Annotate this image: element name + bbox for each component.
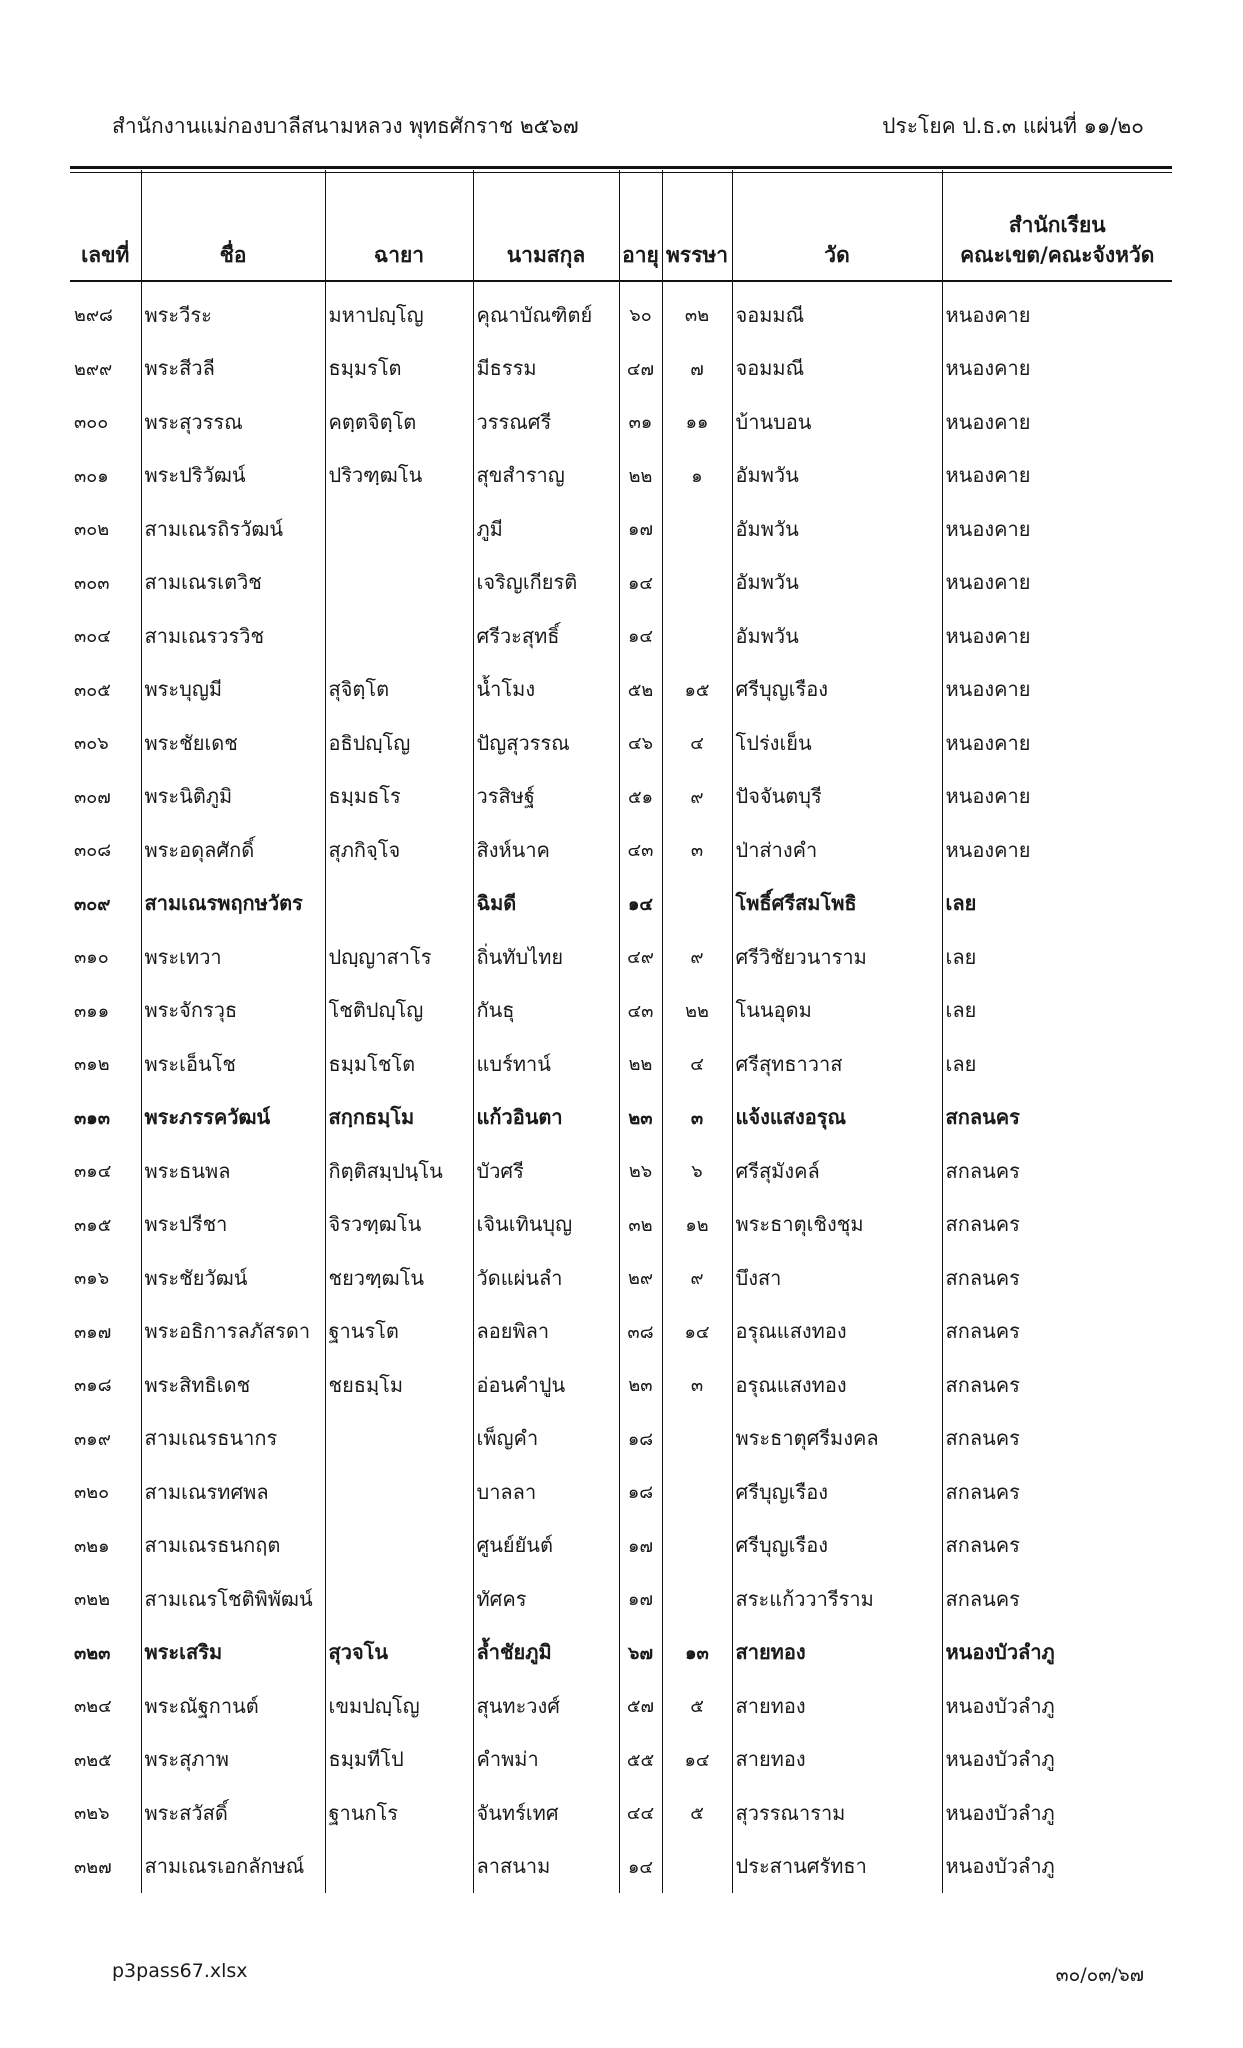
- col-header-school-line2: คณะเขต/คณะจังหวัด: [960, 243, 1155, 267]
- cell-age: ๑๘: [619, 1465, 662, 1519]
- cell-no: ๓๑๑: [70, 984, 141, 1038]
- cell-surname: ศูนย์ยันต์: [473, 1519, 619, 1573]
- cell-name: สามเณรพฤกษวัตร: [141, 877, 325, 931]
- cell-vassa: [662, 1572, 732, 1626]
- cell-wat: ศรีสุมังคล์: [732, 1144, 942, 1198]
- cell-wat: ประสานศรัทธา: [732, 1840, 942, 1894]
- cell-name: พระเอ็นโช: [141, 1037, 325, 1091]
- cell-no: ๓๐๒: [70, 502, 141, 556]
- table-row: [70, 1251, 1172, 1305]
- col-header-age: อายุ: [619, 170, 662, 281]
- header-office-year: สำนักงานแม่กองบาลีสนามหลวง พุทธศักราช ๒๕๖๗: [112, 114, 579, 138]
- cell-wat: อัมพวัน: [732, 556, 942, 610]
- cell-chaya: [325, 877, 473, 931]
- cell-age: ๕๗: [619, 1679, 662, 1733]
- cell-school: หนองคาย: [945, 302, 1031, 327]
- cell-no: ๓๑๐: [70, 930, 141, 984]
- cell-no: ๓๒๗: [70, 1840, 141, 1894]
- cell-vassa: ๑๓: [662, 1626, 732, 1680]
- cell-school: สกลนคร: [945, 1479, 1020, 1504]
- cell-vassa: ๒๒: [662, 984, 732, 1038]
- cell-chaya: คตฺตจิตฺโต: [325, 395, 473, 449]
- cell-name: พระนิติภูมิ: [141, 770, 325, 824]
- cell-age: ๔๖: [619, 716, 662, 770]
- cell-age: ๓๘: [619, 1305, 662, 1359]
- cell-name: พระเสริม: [141, 1626, 325, 1680]
- cell-school: สกลนคร: [945, 1533, 1020, 1558]
- cell-age: ๑๔: [619, 556, 662, 610]
- cell-age: ๖๗: [619, 1626, 662, 1680]
- cell-school: สกลนคร: [945, 1158, 1020, 1183]
- cell-surname: ทัศคร: [473, 1572, 619, 1626]
- cell-school: หนองคาย: [945, 837, 1031, 862]
- cell-surname: อ่อนคำปูน: [473, 1358, 619, 1412]
- table-row: [70, 716, 1172, 770]
- cell-school: หนองบัวลำภู: [945, 1854, 1055, 1879]
- cell-chaya: [325, 1572, 473, 1626]
- cell-school: สกลนคร: [945, 1586, 1020, 1611]
- cell-chaya: ธมฺมโชโต: [325, 1037, 473, 1091]
- cell-surname: กันธุ: [473, 984, 619, 1038]
- cell-wat: โนนอุดม: [732, 984, 942, 1038]
- table-body: [70, 281, 1172, 1893]
- cell-chaya: ฐานรโต: [325, 1305, 473, 1359]
- table-row: [70, 502, 1172, 556]
- cell-wat: สายทอง: [732, 1733, 942, 1787]
- cell-age: ๑๔: [619, 877, 662, 931]
- cell-age: ๕๒: [619, 663, 662, 717]
- cell-surname: วรสิษฐ์: [473, 770, 619, 824]
- cell-school: หนองคาย: [945, 356, 1031, 381]
- cell-chaya: มหาปญฺโญ: [325, 281, 473, 342]
- cell-age: ๕๕: [619, 1733, 662, 1787]
- cell-wat: สายทอง: [732, 1679, 942, 1733]
- cell-surname: ล้ำชัยภูมิ: [473, 1626, 619, 1680]
- cell-school: สกลนคร: [945, 1105, 1020, 1130]
- cell-name: สามเณรเตวิช: [141, 556, 325, 610]
- cell-vassa: ๑๒: [662, 1198, 732, 1252]
- header-sheet-info: ประโยค ป.ธ.๓ แผ่นที่ ๑๑/๒๐: [882, 114, 1144, 138]
- cell-no: ๓๒๑: [70, 1519, 141, 1573]
- cell-school: หนองบัวลำภู: [945, 1747, 1055, 1772]
- cell-wat: บ้านบอน: [732, 395, 942, 449]
- cell-surname: แบร์ทาน์: [473, 1037, 619, 1091]
- cell-name: พระปริวัฒน์: [141, 449, 325, 503]
- cell-age: ๔๙: [619, 930, 662, 984]
- cell-age: ๔๓: [619, 984, 662, 1038]
- cell-vassa: ๔: [662, 1037, 732, 1091]
- cell-age: ๒๙: [619, 1251, 662, 1305]
- cell-chaya: ปญฺญาสาโร: [325, 930, 473, 984]
- cell-vassa: ๓: [662, 1358, 732, 1412]
- cell-chaya: ธมฺมทีโป: [325, 1733, 473, 1787]
- cell-vassa: ๙: [662, 770, 732, 824]
- cell-age: ๒๒: [619, 449, 662, 503]
- cell-surname: คำพม่า: [473, 1733, 619, 1787]
- cell-vassa: ๑๔: [662, 1733, 732, 1787]
- cell-school: หนองคาย: [945, 516, 1031, 541]
- table-row: [70, 1305, 1172, 1359]
- cell-chaya: [325, 1412, 473, 1466]
- cell-surname: ปัญสุวรรณ: [473, 716, 619, 770]
- col-header-surname: นามสกุล: [473, 170, 619, 281]
- cell-school: หนองบัวลำภู: [945, 1693, 1055, 1718]
- cell-school: สกลนคร: [945, 1319, 1020, 1344]
- table-row: [70, 281, 1172, 342]
- cell-surname: วัดแผ่นลำ: [473, 1251, 619, 1305]
- cell-vassa: ๔: [662, 716, 732, 770]
- cell-wat: อรุณแสงทอง: [732, 1358, 942, 1412]
- cell-chaya: [325, 1519, 473, 1573]
- cell-wat: สายทอง: [732, 1626, 942, 1680]
- cell-surname: น้ำโมง: [473, 663, 619, 717]
- cell-surname: บาลลา: [473, 1465, 619, 1519]
- cell-chaya: ชยวฑฺฒโน: [325, 1251, 473, 1305]
- cell-name: พระธนพล: [141, 1144, 325, 1198]
- cell-wat: อรุณแสงทอง: [732, 1305, 942, 1359]
- cell-wat: อัมพวัน: [732, 502, 942, 556]
- cell-chaya: สุจิตฺโต: [325, 663, 473, 717]
- table-row: [70, 1733, 1172, 1787]
- cell-chaya: ธมฺมธโร: [325, 770, 473, 824]
- cell-chaya: สุวจโน: [325, 1626, 473, 1680]
- cell-no: ๓๐๐: [70, 395, 141, 449]
- cell-vassa: ๖: [662, 1144, 732, 1198]
- cell-vassa: [662, 556, 732, 610]
- cell-chaya: ชยธมฺโม: [325, 1358, 473, 1412]
- cell-school: หนองคาย: [945, 409, 1031, 434]
- table-top-rule: [70, 166, 1172, 169]
- cell-school: สกลนคร: [945, 1212, 1020, 1237]
- cell-name: พระบุญมี: [141, 663, 325, 717]
- cell-age: ๓๒: [619, 1198, 662, 1252]
- cell-vassa: ๕: [662, 1679, 732, 1733]
- cell-no: ๒๙๘: [70, 281, 141, 342]
- cell-wat: โพธิ์ศรีสมโพธิ: [732, 877, 942, 931]
- cell-school: สกลนคร: [945, 1372, 1020, 1397]
- cell-vassa: ๓๒: [662, 281, 732, 342]
- cell-surname: ลอยพิลา: [473, 1305, 619, 1359]
- cell-school: เลย: [945, 891, 977, 916]
- cell-age: ๒๖: [619, 1144, 662, 1198]
- cell-name: พระสิทธิเดช: [141, 1358, 325, 1412]
- cell-wat: จอมมณี: [732, 342, 942, 396]
- cell-vassa: [662, 1465, 732, 1519]
- cell-wat: ปัจจันตบุรี: [732, 770, 942, 824]
- col-header-school: [942, 170, 1172, 281]
- table-header-row: [70, 170, 1172, 281]
- cell-vassa: ๑๕: [662, 663, 732, 717]
- table-row: [70, 1091, 1172, 1145]
- cell-chaya: [325, 556, 473, 610]
- cell-school: หนองบัวลำภู: [945, 1640, 1055, 1665]
- footer-date: ๓๐/๐๓/๖๗: [1055, 1964, 1144, 1986]
- cell-name: พระสุภาพ: [141, 1733, 325, 1787]
- table-row: [70, 342, 1172, 396]
- cell-name: สามเณรวรวิช: [141, 609, 325, 663]
- cell-name: พระสวัสดิ์: [141, 1786, 325, 1840]
- cell-chaya: [325, 609, 473, 663]
- cell-surname: เจริญเกียรติ: [473, 556, 619, 610]
- cell-no: ๓๐๕: [70, 663, 141, 717]
- cell-surname: แก้วอินตา: [473, 1091, 619, 1145]
- table-row: [70, 556, 1172, 610]
- cell-school: หนองคาย: [945, 784, 1031, 809]
- cell-vassa: ๓: [662, 1091, 732, 1145]
- cell-school: เลย: [945, 944, 977, 969]
- cell-surname: ถิ่นทับไทย: [473, 930, 619, 984]
- cell-chaya: [325, 1840, 473, 1894]
- cell-no: ๓๑๒: [70, 1037, 141, 1091]
- cell-chaya: เขมปญฺโญ: [325, 1679, 473, 1733]
- cell-vassa: [662, 1412, 732, 1466]
- cell-name: พระณัฐกานต์: [141, 1679, 325, 1733]
- cell-name: พระชัยเดช: [141, 716, 325, 770]
- cell-school: หนองคาย: [945, 730, 1031, 755]
- cell-wat: พระธาตุศรีมงคล: [732, 1412, 942, 1466]
- cell-wat: โปร่งเย็น: [732, 716, 942, 770]
- cell-chaya: [325, 1465, 473, 1519]
- cell-name: พระชัยวัฒน์: [141, 1251, 325, 1305]
- cell-name: สามเณรทศพล: [141, 1465, 325, 1519]
- cell-chaya: อธิปญฺโญ: [325, 716, 473, 770]
- cell-no: ๓๒๔: [70, 1679, 141, 1733]
- cell-age: ๑๗: [619, 1572, 662, 1626]
- cell-chaya: ปริวฑฺฒโน: [325, 449, 473, 503]
- table-row: [70, 1840, 1172, 1894]
- cell-chaya: ฐานกโร: [325, 1786, 473, 1840]
- cell-no: ๓๐๔: [70, 609, 141, 663]
- cell-age: ๑๗: [619, 1519, 662, 1573]
- cell-surname: ลาสนาม: [473, 1840, 619, 1894]
- cell-no: ๓๑๕: [70, 1198, 141, 1252]
- table-row: [70, 1572, 1172, 1626]
- cell-age: ๔๔: [619, 1786, 662, 1840]
- table-row: [70, 395, 1172, 449]
- cell-name: สามเณรธนกฤต: [141, 1519, 325, 1573]
- cell-no: ๓๐๘: [70, 823, 141, 877]
- cell-vassa: ๗: [662, 342, 732, 396]
- col-header-name: ชื่อ: [141, 170, 325, 281]
- table-row: [70, 1465, 1172, 1519]
- cell-wat: สระแก้ววารีราม: [732, 1572, 942, 1626]
- cell-no: ๓๒๒: [70, 1572, 141, 1626]
- cell-school: หนองบัวลำภู: [945, 1800, 1055, 1825]
- cell-age: ๔๗: [619, 342, 662, 396]
- cell-wat: อัมพวัน: [732, 449, 942, 503]
- cell-no: ๓๒๓: [70, 1626, 141, 1680]
- results-table: [70, 170, 1172, 1893]
- cell-chaya: ธมฺมรโต: [325, 342, 473, 396]
- col-header-wat: วัด: [732, 170, 942, 281]
- cell-name: สามเณรถิรวัฒน์: [141, 502, 325, 556]
- cell-name: พระสีวลี: [141, 342, 325, 396]
- table-row: [70, 449, 1172, 503]
- footer-filename: p3pass67.xlsx: [112, 1960, 248, 1982]
- table-row: [70, 1144, 1172, 1198]
- cell-vassa: ๓: [662, 823, 732, 877]
- cell-name: พระปรีชา: [141, 1198, 325, 1252]
- cell-no: ๓๑๔: [70, 1144, 141, 1198]
- cell-age: ๔๓: [619, 823, 662, 877]
- cell-name: สามเณรเอกลักษณ์: [141, 1840, 325, 1894]
- col-header-vassa: พรรษา: [662, 170, 732, 281]
- cell-age: ๑๔: [619, 609, 662, 663]
- table-row: [70, 1412, 1172, 1466]
- table-row: [70, 1679, 1172, 1733]
- cell-age: ๕๑: [619, 770, 662, 824]
- cell-vassa: [662, 609, 732, 663]
- cell-surname: มีธรรม: [473, 342, 619, 396]
- cell-no: ๓๐๑: [70, 449, 141, 503]
- cell-chaya: สกฺกธมฺโม: [325, 1091, 473, 1145]
- cell-age: ๑๗: [619, 502, 662, 556]
- cell-no: ๒๙๙: [70, 342, 141, 396]
- cell-age: ๑๔: [619, 1840, 662, 1894]
- cell-wat: ศรีวิชัยวนาราม: [732, 930, 942, 984]
- cell-school: หนองคาย: [945, 570, 1031, 595]
- cell-surname: สุนทะวงศ์: [473, 1679, 619, 1733]
- cell-age: ๒๓: [619, 1358, 662, 1412]
- page-footer: [112, 1960, 1144, 1990]
- cell-no: ๓๐๓: [70, 556, 141, 610]
- cell-surname: สุขสำราญ: [473, 449, 619, 503]
- cell-name: พระสุวรรณ: [141, 395, 325, 449]
- col-header-chaya: ฉายา: [325, 170, 473, 281]
- cell-name: พระเทวา: [141, 930, 325, 984]
- cell-no: ๓๒๐: [70, 1465, 141, 1519]
- cell-no: ๓๒๖: [70, 1786, 141, 1840]
- page-header: [112, 110, 1144, 150]
- table-row: [70, 1626, 1172, 1680]
- cell-school: เลย: [945, 998, 977, 1023]
- table-row: [70, 663, 1172, 717]
- cell-vassa: ๙: [662, 1251, 732, 1305]
- cell-surname: คุณาบัณฑิตย์: [473, 281, 619, 342]
- cell-vassa: ๑: [662, 449, 732, 503]
- cell-wat: จอมมณี: [732, 281, 942, 342]
- cell-age: ๒๒: [619, 1037, 662, 1091]
- cell-vassa: ๕: [662, 1786, 732, 1840]
- cell-school: หนองคาย: [945, 463, 1031, 488]
- cell-no: ๓๑๗: [70, 1305, 141, 1359]
- table-row: [70, 930, 1172, 984]
- cell-school: หนองคาย: [945, 623, 1031, 648]
- cell-school: เลย: [945, 1051, 977, 1076]
- cell-name: พระอธิการลภัสรดา: [141, 1305, 325, 1359]
- cell-vassa: ๑๑: [662, 395, 732, 449]
- cell-name: พระวีระ: [141, 281, 325, 342]
- cell-wat: ศรีบุญเรือง: [732, 1465, 942, 1519]
- table-row: [70, 984, 1172, 1038]
- table-row: [70, 1358, 1172, 1412]
- cell-age: ๖๐: [619, 281, 662, 342]
- cell-surname: ภูมี: [473, 502, 619, 556]
- cell-wat: แจ้งแสงอรุณ: [732, 1091, 942, 1145]
- cell-wat: พระธาตุเชิงชุม: [732, 1198, 942, 1252]
- cell-vassa: ๙: [662, 930, 732, 984]
- cell-chaya: จิรวฑฺฒโน: [325, 1198, 473, 1252]
- table-row: [70, 1519, 1172, 1573]
- cell-age: ๒๓: [619, 1091, 662, 1145]
- cell-no: ๓๑๘: [70, 1358, 141, 1412]
- cell-no: ๓๑๙: [70, 1412, 141, 1466]
- cell-no: ๓๐๙: [70, 877, 141, 931]
- cell-no: ๓๐๖: [70, 716, 141, 770]
- cell-wat: สุวรรณาราม: [732, 1786, 942, 1840]
- cell-chaya: กิตฺติสมฺปนฺโน: [325, 1144, 473, 1198]
- col-header-school-line1: สำนักเรียน: [1008, 213, 1106, 237]
- cell-surname: บัวศรี: [473, 1144, 619, 1198]
- cell-chaya: โชติปญฺโญ: [325, 984, 473, 1038]
- cell-no: ๓๒๕: [70, 1733, 141, 1787]
- cell-name: พระอดุลศักดิ์: [141, 823, 325, 877]
- cell-vassa: [662, 502, 732, 556]
- cell-name: พระภรรควัฒน์: [141, 1091, 325, 1145]
- cell-wat: ป่าส่างคำ: [732, 823, 942, 877]
- table-row: [70, 1198, 1172, 1252]
- cell-surname: ฉิมดี: [473, 877, 619, 931]
- cell-name: สามเณรโชติพิพัฒน์: [141, 1572, 325, 1626]
- cell-age: ๑๘: [619, 1412, 662, 1466]
- cell-wat: ศรีสุทธาวาส: [732, 1037, 942, 1091]
- cell-age: ๓๑: [619, 395, 662, 449]
- cell-vassa: [662, 877, 732, 931]
- cell-surname: ศรีวะสุทธิ์: [473, 609, 619, 663]
- cell-vassa: ๑๔: [662, 1305, 732, 1359]
- cell-chaya: [325, 502, 473, 556]
- cell-wat: อัมพวัน: [732, 609, 942, 663]
- table-row: [70, 823, 1172, 877]
- cell-vassa: [662, 1519, 732, 1573]
- table-row: [70, 1786, 1172, 1840]
- cell-wat: บึงสา: [732, 1251, 942, 1305]
- cell-name: พระจักรวุธ: [141, 984, 325, 1038]
- cell-school: สกลนคร: [945, 1426, 1020, 1451]
- col-header-no: เลขที่: [70, 170, 141, 281]
- table-row: [70, 877, 1172, 931]
- cell-no: ๓๐๗: [70, 770, 141, 824]
- table-row: [70, 1037, 1172, 1091]
- cell-no: ๓๑๓: [70, 1091, 141, 1145]
- cell-wat: ศรีบุญเรือง: [732, 663, 942, 717]
- cell-name: สามเณรธนากร: [141, 1412, 325, 1466]
- cell-school: หนองคาย: [945, 677, 1031, 702]
- cell-no: ๓๑๖: [70, 1251, 141, 1305]
- cell-chaya: สุภกิจฺโจ: [325, 823, 473, 877]
- cell-surname: เจินเทินบุญ: [473, 1198, 619, 1252]
- table-row: [70, 770, 1172, 824]
- cell-vassa: [662, 1840, 732, 1894]
- cell-surname: วรรณศรี: [473, 395, 619, 449]
- table-row: [70, 609, 1172, 663]
- cell-surname: จันทร์เทศ: [473, 1786, 619, 1840]
- cell-surname: สิงห์นาค: [473, 823, 619, 877]
- cell-wat: ศรีบุญเรือง: [732, 1519, 942, 1573]
- cell-surname: เพ็ญคำ: [473, 1412, 619, 1466]
- cell-school: สกลนคร: [945, 1265, 1020, 1290]
